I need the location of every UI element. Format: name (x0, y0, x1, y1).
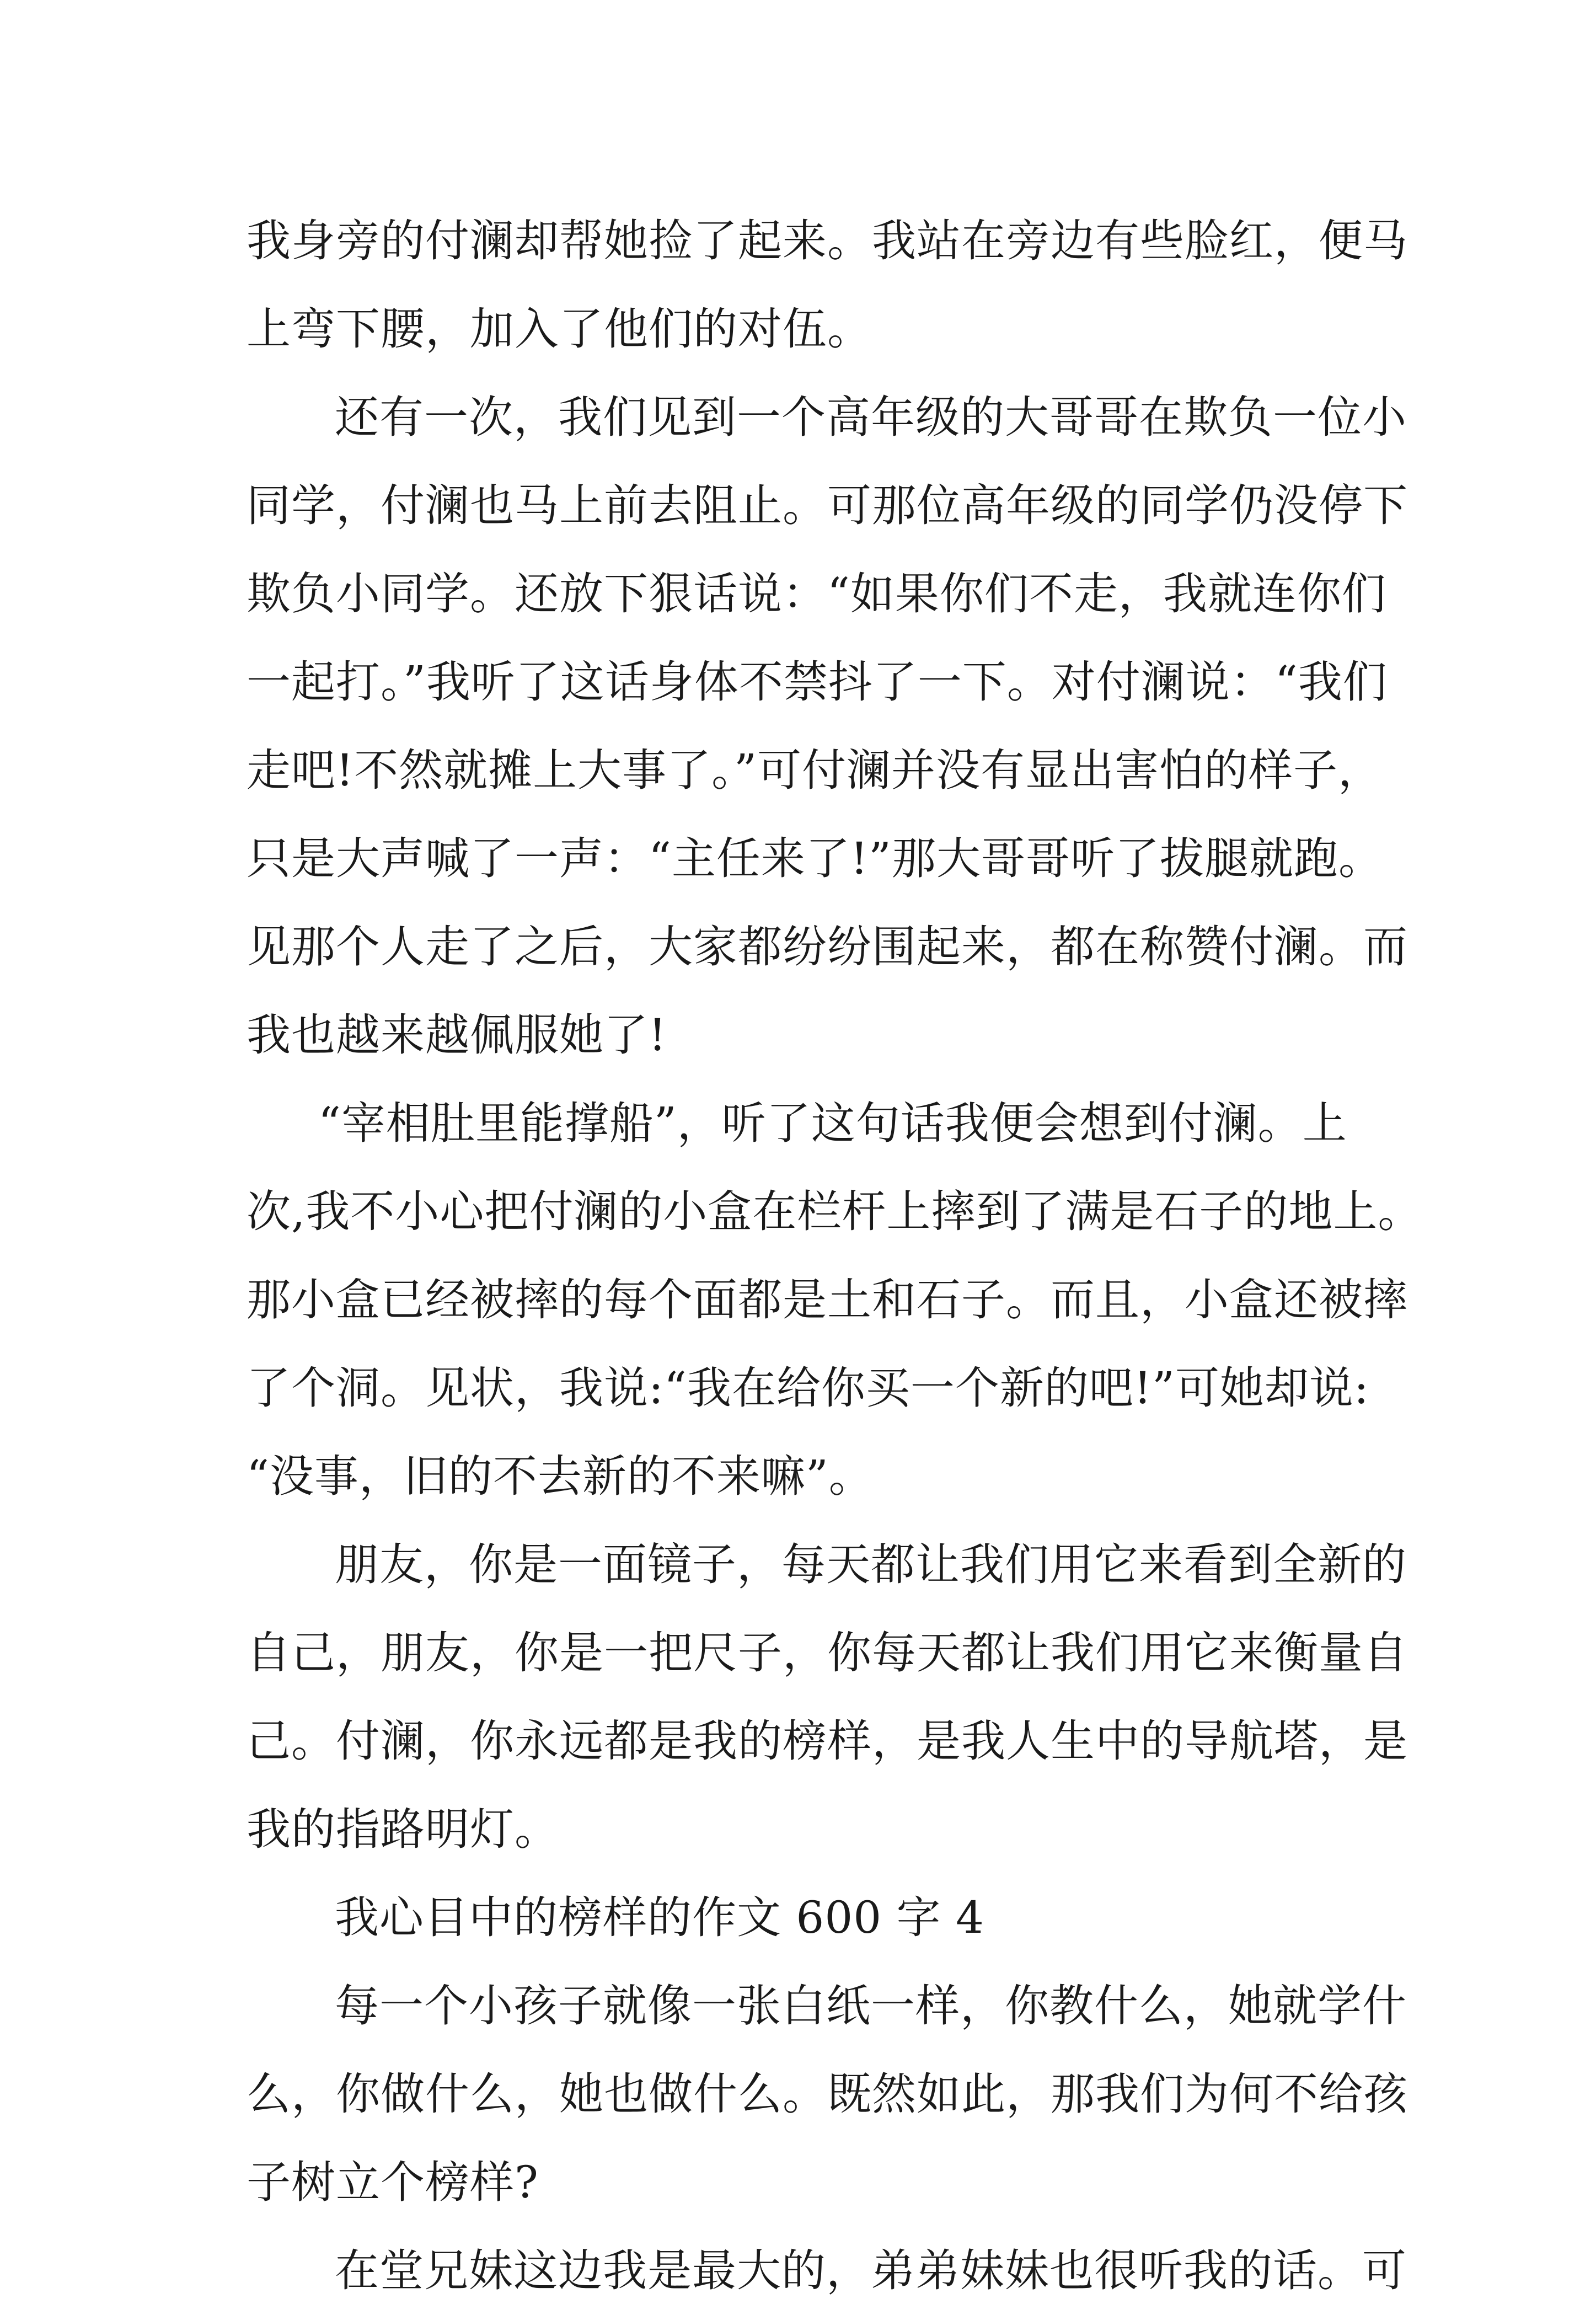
body-line: 上弯下腰，加入了他们的对伍。 (247, 303, 872, 355)
paragraph-start-line: 还有一次，我们见到一个高年级的大哥哥在欺负一位小 (335, 392, 1407, 443)
body-line: 欺负小同学。还放下狠话说：“如果你们不走，我就连你们 (247, 568, 1386, 619)
body-line: 我的指路明灯。 (247, 1804, 559, 1855)
document-body (247, 197, 1423, 2315)
body-line: 自己，朋友，你是一把尺子，你每天都让我们用它来衡量自 (247, 1627, 1408, 1678)
body-line: 己。付澜，你永远都是我的榜样，是我人生中的导航塔，是 (247, 1715, 1408, 1767)
body-line: 同学，付澜也马上前去阻止。可那位高年级的同学仍没停下 (247, 480, 1408, 531)
body-line: 我也越来越佩服她了! (247, 1009, 667, 1061)
body-line: “没事，旧的不去新的不来嘛”。 (247, 1451, 874, 1502)
paragraph-start-line: 在堂兄妹这边我是最大的，弟弟妹妹也很听我的话。可 (335, 2245, 1407, 2296)
body-line: 一起打。”我听了这话身体不禁抖了一下。对付澜说：“我们 (247, 656, 1388, 708)
body-line: 只是大声喊了一声：“主任来了!”那大哥哥听了拔腿就跑。 (247, 833, 1383, 884)
section-heading: 我心目中的榜样的作文 600 字 4 (335, 1892, 984, 1943)
body-line: 见那个人走了之后，大家都纷纷围起来，都在称赞付澜。而 (247, 921, 1408, 972)
paragraph-start-line: 每一个小孩子就像一张白纸一样，你教什么，她就学什 (335, 1980, 1407, 2031)
body-line: 次,我不小心把付澜的小盒在栏杆上摔到了满是石子的地上。 (247, 1186, 1423, 1237)
paragraph-start-line: “宰相肚里能撑船”，听了这句话我便会想到付澜。上 (318, 1098, 1347, 1149)
body-line: 我身旁的付澜却帮她捡了起来。我站在旁边有些脸红，便马 (247, 215, 1408, 266)
body-line: 子树立个榜样? (247, 2157, 539, 2208)
body-line: 么，你做什么，她也做什么。既然如此，那我们为何不给孩 (247, 2068, 1408, 2120)
body-line: 走吧!不然就摊上大事了。”可付澜并没有显出害怕的样子， (247, 745, 1383, 796)
paragraph-start-line: 朋友，你是一面镜子，每天都让我们用它来看到全新的 (335, 1539, 1407, 1590)
body-line: 那小盒已经被摔的每个面都是土和石子。而且，小盒还被摔 (247, 1274, 1408, 1325)
body-line: 了个洞。见状，我说:“我在给你买一个新的吧!”可她却说: (247, 1362, 1369, 1414)
